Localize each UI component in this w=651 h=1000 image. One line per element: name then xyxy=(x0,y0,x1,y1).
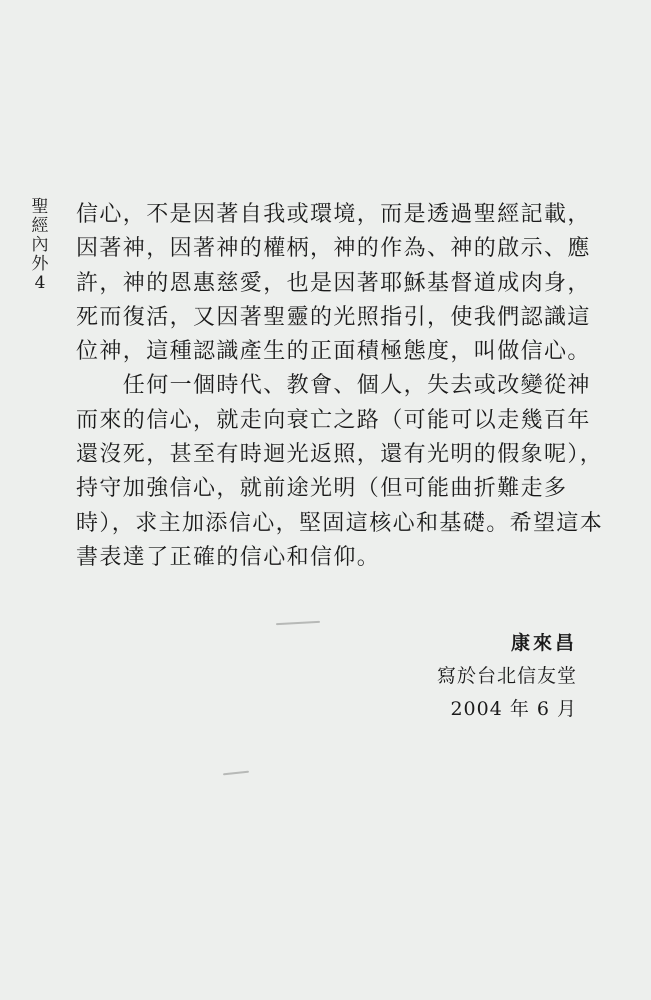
running-head xyxy=(30,198,50,293)
running-head-char: 經 xyxy=(31,216,49,236)
running-head-char: 外 xyxy=(31,254,49,274)
text-line: 書表達了正確的信心和信仰。 xyxy=(76,544,381,570)
text-line: 位神，這種認識產生的正面積極態度，叫做信心。 xyxy=(76,339,591,365)
scan-smudge xyxy=(223,771,249,776)
text-line: 死而復活，又因著聖靈的光照指引，使我們認識這 xyxy=(76,304,591,330)
text-line: 許，神的恩惠慈愛，也是因著耶穌基督道成肉身， xyxy=(76,270,591,296)
written-place: 寫於台北信友堂 xyxy=(436,665,577,687)
text-line: 還沒死，甚至有時迴光返照，還有光明的假象呢）， xyxy=(76,442,604,468)
scan-smudge xyxy=(276,621,320,625)
running-head-char: 聖 xyxy=(31,197,49,217)
text-line: 任何一個時代、教會、個人，失去或改變從神 xyxy=(76,373,591,399)
text-line: 時），求主加添信心，堅固這核心和基礎。希望這本 xyxy=(76,510,604,536)
text-line: 因著神，因著神的權柄，神的作為、神的啟示、應 xyxy=(76,236,591,262)
written-date: 2004 年 6 月 xyxy=(450,698,577,720)
page-number: 4 xyxy=(34,273,46,293)
text-line: 信心，不是因著自我或環境，而是透過聖經記載， xyxy=(76,202,591,227)
text-line: 而來的信心，就走向衰亡之路（可能可以走幾百年 xyxy=(76,407,591,433)
text-line: 持守加強信心，就前途光明（但可能曲折難走多 xyxy=(76,476,568,502)
author-name: 康來昌 xyxy=(510,632,577,654)
body-text xyxy=(76,198,604,575)
running-head-char: 內 xyxy=(31,235,49,255)
